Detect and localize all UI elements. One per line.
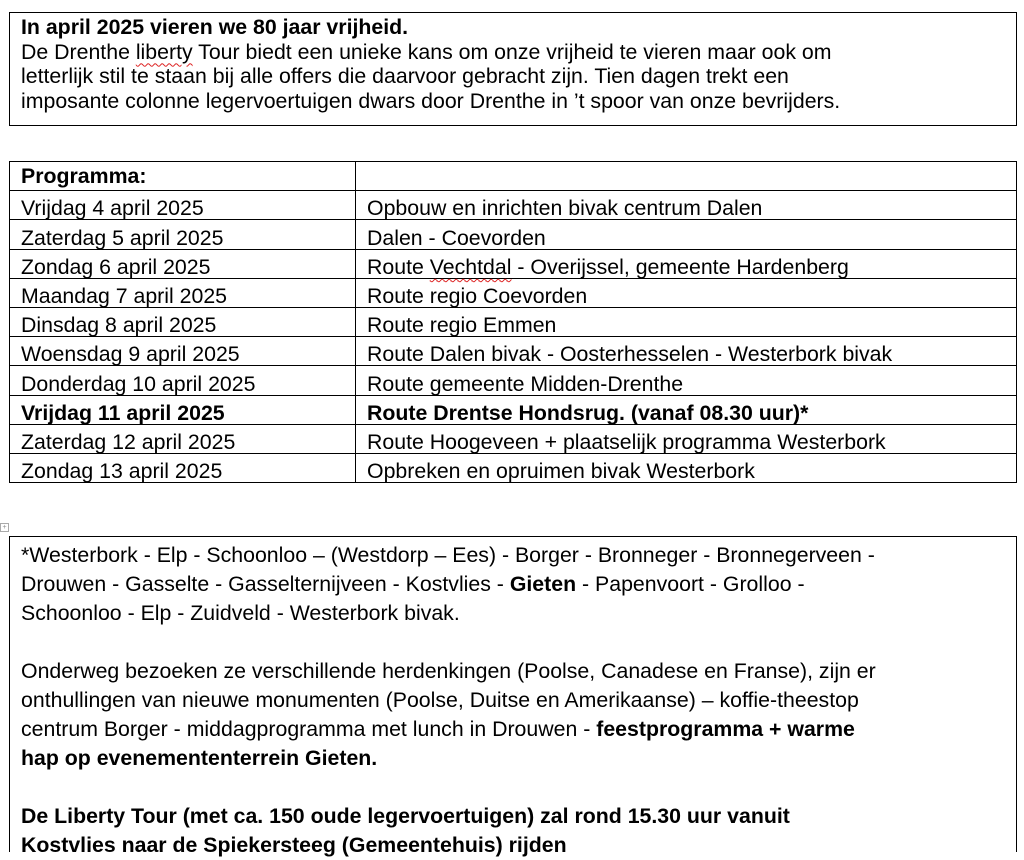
table-row [10, 366, 1017, 395]
visit-line [21, 715, 1016, 744]
event-cell: Route gemeente Midden-Drenthe [356, 366, 1017, 395]
date-cell: Zaterdag 12 april 2025 [10, 424, 356, 453]
spellcheck-word[interactable]: Vechtdal [429, 254, 512, 279]
event-cell: Route Dalen bivak - Oosterhesselen - Westerbork bivak [356, 337, 1017, 366]
details-text-box [9, 536, 1017, 857]
program-header-empty-cell [356, 162, 1017, 191]
event-cell: Route regio Emmen [356, 307, 1017, 336]
final-line: Kostvlies naar de Spiekersteeg (Gemeentehuis) rijden [21, 833, 567, 857]
date-cell: Zondag 13 april 2025 [10, 453, 356, 482]
visit-text: centrum Borger - middagprogramma met lunch in Drouwen - [21, 717, 597, 741]
date-cell: Zondag 6 april 2025 [10, 249, 356, 278]
table-row [10, 337, 1017, 366]
intro-text-box [9, 12, 1017, 126]
table-row-highlighted [10, 395, 1017, 424]
route-line: *Westerbork - Elp - Schoonloo – (Westdorp – Ees) - Borger - Bronneger - Bronnegerveen - [21, 543, 875, 567]
date-cell: Donderdag 10 april 2025 [10, 366, 356, 395]
intro-heading: In april 2025 vieren we 80 jaar vrijheid. [21, 15, 409, 39]
visit-highlight: feestprogramma + warme [596, 717, 855, 741]
final-line: De Liberty Tour (met ca. 150 oude legervoertuigen) zal rond 15.30 uur vanuit [21, 804, 790, 828]
visit-line: hap op evenemententerrein Gieten. [21, 746, 378, 770]
table-row [10, 307, 1017, 336]
visit-line: Onderweg bezoeken ze verschillende herdenkingen (Poolse, Canadese en Franse), zijn er [21, 659, 876, 683]
event-cell: Dalen - Coevorden [356, 220, 1017, 249]
table-row [10, 278, 1017, 307]
event-cell: Route Drentse Hondsrug. (vanaf 08.30 uur)* [356, 395, 1017, 424]
intro-text: Tour biedt een unieke kans om onze vrijheid te vieren maar ook om [192, 39, 832, 64]
date-cell: Vrijdag 11 april 2025 [10, 395, 356, 424]
date-cell: Zaterdag 5 april 2025 [10, 220, 356, 249]
table-row [10, 424, 1017, 453]
program-header-cell: Programma: [10, 162, 356, 191]
intro-paragraph [21, 40, 1016, 65]
event-text: Route [367, 254, 430, 279]
intro-line: letterlijk stil te staan bij alle offers die daarvoor gebracht zijn. Tien dagen trekt een [21, 64, 789, 88]
event-cell: Route regio Coevorden [356, 278, 1017, 307]
intro-text: De Drenthe [21, 39, 136, 64]
event-cell [356, 249, 1017, 278]
visit-line: onthullingen van nieuwe monumenten (Poolse, Duitse en Amerikaanse) – koffie-theestop [21, 688, 859, 712]
program-header-row [10, 162, 1017, 191]
route-text: - Papenvoort - Grolloo - [576, 572, 805, 596]
date-cell: Dinsdag 8 april 2025 [10, 307, 356, 336]
event-text: - Overijssel, gemeente Hardenberg [511, 254, 849, 279]
spellcheck-word[interactable]: liberty [135, 39, 193, 64]
table-row [10, 249, 1017, 278]
event-cell: Opbreken en opruimen bivak Westerbork [356, 453, 1017, 482]
table-row [10, 220, 1017, 249]
route-highlight: Gieten [509, 572, 577, 596]
table-row [10, 453, 1017, 482]
paragraph-gap [21, 773, 1016, 802]
event-cell: Route Hoogeveen + plaatselijk programma Westerbork [356, 424, 1017, 453]
route-text: Drouwen - Gasselte - Gasselternijveen - Kostvlies - [21, 572, 510, 596]
intro-line: imposante colonne legervoertuigen dwars door Drenthe in ’t spoor van onze bevrijders. [21, 88, 841, 113]
table-row [10, 191, 1017, 220]
route-line [21, 570, 1016, 599]
date-cell: Vrijdag 4 april 2025 [10, 191, 356, 220]
program-table [9, 161, 1017, 483]
table-move-handle-icon[interactable]: + [0, 523, 9, 532]
route-line: Schoonloo - Elp - Zuidveld - Westerbork bivak. [21, 601, 460, 625]
paragraph-gap [21, 628, 1016, 657]
event-cell: Opbouw en inrichten bivak centrum Dalen [356, 191, 1017, 220]
date-cell: Woensdag 9 april 2025 [10, 337, 356, 366]
date-cell: Maandag 7 april 2025 [10, 278, 356, 307]
